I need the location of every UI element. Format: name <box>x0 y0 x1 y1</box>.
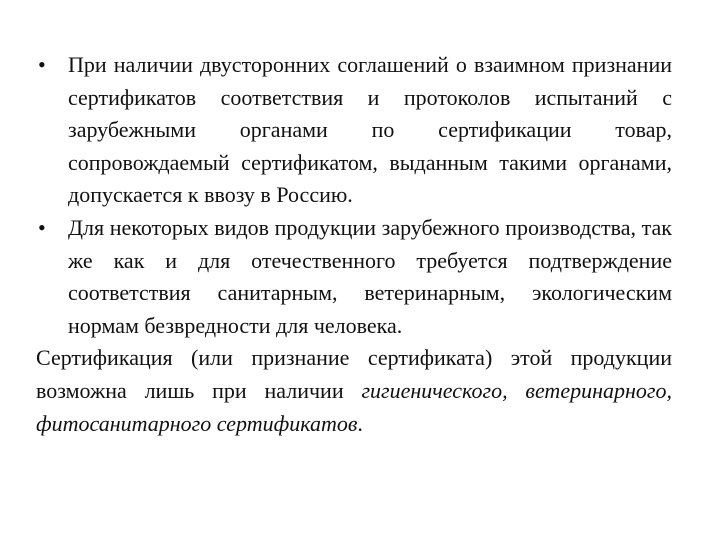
bullet-text: Для некоторых видов продукции зарубежного производства, так же как и для отечественного требуется подтверждение соответствия санитарным, ветеринарным, экологическим нормам безвредности для человека. <box>68 214 672 338</box>
closing-text: Сертификация (или признание сертификата) этой продукции возможна лишь при наличии <box>36 345 672 403</box>
bullet-item <box>36 212 672 342</box>
closing-period: . <box>357 410 363 436</box>
closing-emphasis: гигиенического, ветеринарного, фитосанитарного сертификатов <box>36 377 672 436</box>
bullet-item <box>36 49 672 212</box>
bullet-marker: • <box>38 52 46 77</box>
slide-content <box>36 49 672 440</box>
bullet-marker: • <box>38 214 46 240</box>
bullet-text: При наличии двусторонних соглашений о взаимном признании сертификатов соответствия и протоколов испытаний с зарубежными органами по сертификации товар, сопровождаемый сертификатом, выданным такими органами, допускается к ввозу в Россию. <box>68 52 672 208</box>
closing-paragraph <box>36 342 672 440</box>
